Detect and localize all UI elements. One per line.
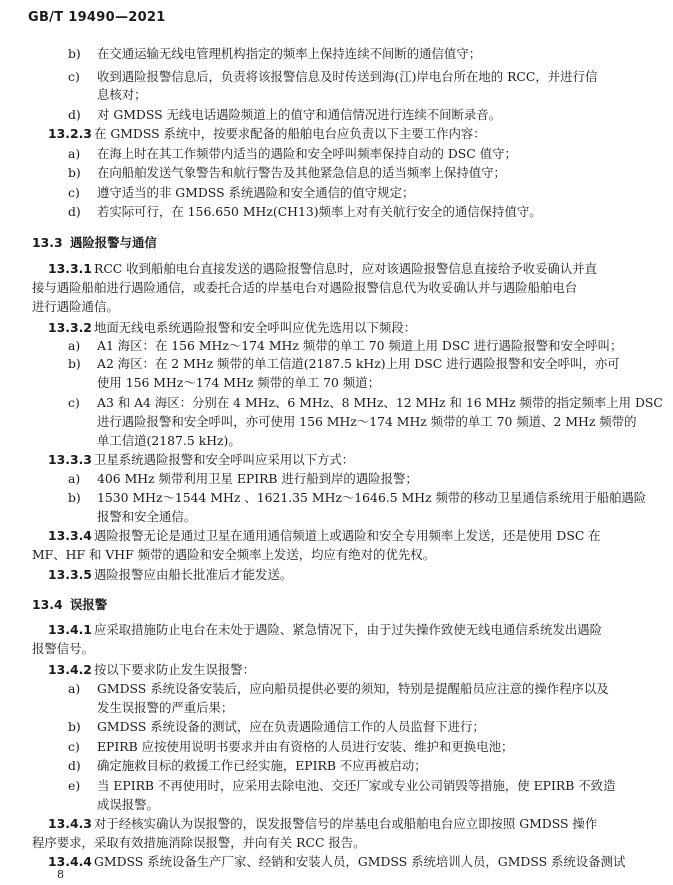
clause-text: 按以下要求防止发生误报警： [94,662,256,677]
section-title: 遇险报警与通信 [70,235,157,250]
list-item-text: 确定施救目标的救援工作已经实施，EPIRB 不应再被启动； [97,758,427,773]
clause-number: 13.2.3 [48,126,92,141]
list-item-text: 若实际可行，在 156.650 MHz(CH13)频率上对有关航行安全的通信保持值守。 [97,204,542,219]
list-label: d) [68,204,81,219]
section-number: 13.3 [32,235,63,250]
clause-text: 报警信号。 [32,641,94,656]
list-item-text: GMDSS 系统设备安装后，应向船员提供必要的须知，特别是提醒船员应注意的操作程序以及 [97,681,609,696]
list-item-text: 当 EPIRB 不再使用时，应采用去除电池、交还厂家或专业公司销毁等措施，使 EPIRB 不致造 [97,778,616,793]
section-title: 误报警 [70,597,108,612]
list-item-text: 在交通运输无线电管理机构指定的频率上保持连续不间断的通信值守； [97,46,482,61]
clause-text: GMDSS 系统设备生产厂家、经销和安装人员，GMDSS 系统培训人员，GMDSS 系统设备测试 [94,854,626,869]
clause-number: 13.4.4 [48,854,92,869]
list-label: c) [68,185,80,200]
list-item-text: 使用 156 MHz～174 MHz 频带的单工 70 频道； [97,375,381,390]
clause-text: 应采取措施防止电台在未处于遇险、紧急情况下，由于过失操作致使无线电通信系统发出遇险 [94,622,603,637]
clause-text: 对于经核实确认为误报警的，误发报警信号的岸基电台或船舶电台应立即按照 GMDSS 操作 [94,816,598,831]
list-item-text: GMDSS 系统设备的测试，应在负责遇险通信工作的人员监督下进行； [97,719,485,734]
list-label: a) [68,471,81,486]
list-item-text: 息核对； [97,87,147,102]
list-label: c) [68,69,80,84]
clause-number: 13.3.3 [48,452,92,467]
list-item-text: 在向船舶发送气象警告和航行警告及其他紧急信息的适当频率上保持值守； [97,165,506,180]
list-item-text: A3 和 A4 海区：分别在 4 MHz、6 MHz、8 MHz、12 MHz 和 16 MHz 频带的指定频率上用 DSC [97,395,663,410]
list-label: c) [68,395,80,410]
list-label: a) [68,681,81,696]
clause-number: 13.3.1 [48,261,92,276]
list-item-text: 进行遇险报警和安全呼叫，亦可使用 156 MHz～174 MHz 频带的单工 70 频道、2 MHz 频带的 [97,414,637,429]
list-item-text: 1530 MHz～1544 MHz 、1621.35 MHz～1646.5 MHz 频带的移动卫星通信系统用于船舶遇险 [97,490,647,505]
clause-number: 13.4.3 [48,816,92,831]
clause-text: 卫星系统遇险报警和安全呼叫应采用以下方式： [94,452,355,467]
list-item-text: 收到遇险报警信息后，负责将该报警信息及时传送到海(江)岸电台所在地的 RCC，并进行信 [97,69,598,84]
clause-text: 程序要求，采取有效措施消除误报警，并向有关 RCC 报告。 [32,835,366,850]
page-number: 8 [57,868,64,881]
clause-number: 13.3.4 [48,528,92,543]
section-number: 13.4 [32,597,63,612]
list-label: b) [68,490,81,505]
list-label: c) [68,739,80,754]
clause-text: 在 GMDSS 系统中，按要求配备的船舶电台应负责以下主要工作内容： [94,126,486,141]
list-item-text: A2 海区：在 2 MHz 频带的单工信道(2187.5 kHz)上用 DSC 进行遇险报警和安全呼叫，亦可 [97,356,620,371]
list-label: e) [68,778,81,793]
list-item-text: 遵守适当的非 GMDSS 系统遇险和安全通信的值守规定； [97,185,415,200]
list-label: a) [68,146,81,161]
list-label: d) [68,107,81,122]
clause-text: 接与遇险船舶进行遇险通信，或委托合适的岸基电台对遇险报警信息代为收妥确认并与遇险船舶电台 [32,280,578,295]
list-label: b) [68,356,81,371]
list-label: a) [68,338,81,353]
list-item-text: 报警和安全通信。 [97,509,197,524]
clause-text: 地面无线电系统遇险报警和安全呼叫应优先选用以下频段： [94,320,417,335]
list-item-text: 对 GMDSS 无线电话遇险频道上的值守和通信情况进行连续不间断录音。 [97,107,502,122]
list-item-text: 成误报警。 [97,797,159,812]
clause-text: RCC 收到船舶电台直接发送的遇险报警信息时，应对该遇险报警信息直接给予收妥确认并直 [94,261,598,276]
list-item-text: A1 海区：在 156 MHz～174 MHz 频带的单工 70 频道上用 DSC 进行遇险报警和安全呼叫； [97,338,623,353]
list-label: b) [68,165,81,180]
list-item-text: 发生误报警的严重后果； [97,700,234,715]
clause-number: 13.4.1 [48,622,92,637]
list-label: b) [68,46,81,61]
clause-text: MF、HF 和 VHF 频带的遇险和安全频率上发送，均应有绝对的优先权。 [32,547,436,562]
list-label: b) [68,719,81,734]
list-item-text: EPIRB 应按使用说明书要求并由有资格的人员进行安装、维护和更换电池； [97,739,514,754]
clause-number: 13.3.5 [48,567,92,582]
list-item-text: 406 MHz 频带利用卫星 EPIRB 进行船到岸的遇险报警； [97,471,418,486]
clause-text: 进行遇险通信。 [32,299,119,314]
standard-code-header: GB/T 19490—2021 [28,10,166,25]
clause-number: 13.4.2 [48,662,92,677]
list-item-text: 在海上时在其工作频带内适当的遇险和安全呼叫频率保持自动的 DSC 值守； [97,146,517,161]
clause-text: 遇险报警应由船长批准后才能发送。 [94,567,293,582]
list-item-text: 单工信道(2187.5 kHz)。 [97,433,241,448]
clause-number: 13.3.2 [48,320,92,335]
clause-text: 遇险报警无论是通过卫星在通用通信频道上或遇险和安全专用频率上发送，还是使用 DSC 在 [94,528,601,543]
list-label: d) [68,758,81,773]
